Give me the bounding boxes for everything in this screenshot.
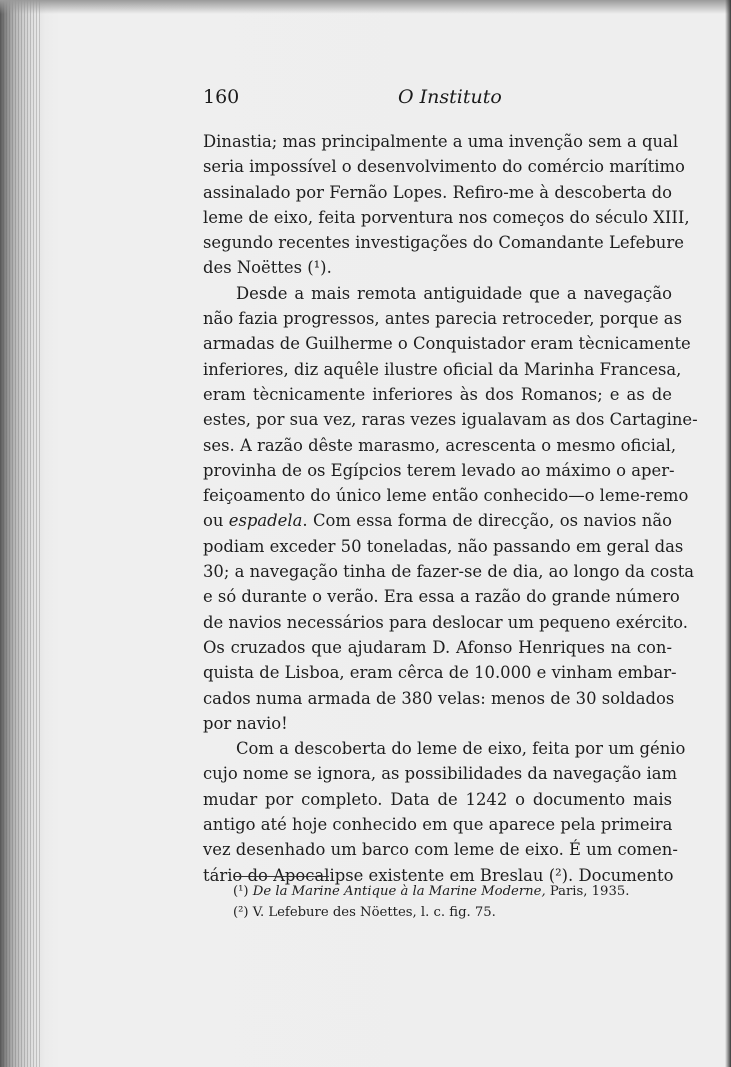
running-head xyxy=(203,86,672,114)
text-line: Os cruzados que ajudaram D. Afonso Henriques na con- xyxy=(203,637,672,657)
top-shadow xyxy=(0,0,731,14)
right-edge-shadow xyxy=(725,0,731,1067)
text-line: cujo nome se ignora, as possibilidades da navegação iam xyxy=(203,764,678,784)
text-line-with-italic xyxy=(203,508,672,533)
text-line: seria impossível o desenvolvimento do comércio marítimo xyxy=(203,157,685,177)
text-line: mudar por completo. Data de 1242 o documento mais xyxy=(203,789,672,809)
text-line: Com a descoberta do leme de eixo, feita por um génio xyxy=(236,739,686,759)
footnote-marker: (²) xyxy=(233,905,249,920)
text-line: de navios necessários para deslocar um pequeno exército. xyxy=(203,612,688,632)
footnote-1 xyxy=(233,881,663,902)
journal-title: O Instituto xyxy=(398,86,502,108)
text-line: não fazia progressos, antes parecia retroceder, porque as xyxy=(203,309,682,329)
text-line: por navio! xyxy=(203,713,288,733)
text-line: antigo até hoje conhecido em que aparece pela primeira xyxy=(203,815,673,835)
text-run: . Com essa forma de direcção, os navios não xyxy=(302,511,672,531)
text-line: podiam exceder 50 toneladas, não passando em geral das xyxy=(203,536,684,556)
text-line: Desde a mais remota antiguidade que a navegação xyxy=(236,283,672,303)
footnote-rule xyxy=(233,876,329,877)
text-line: quista de Lisboa, eram cêrca de 10.000 e vinham embar- xyxy=(203,663,677,683)
text-line: eram tècnicamente inferiores às dos Romanos; e as de xyxy=(203,384,672,404)
footnote-title: De la Marine Antique à la Marine Moderne, xyxy=(252,884,546,899)
text-line: e só durante o verão. Era essa a razão do grande número xyxy=(203,587,680,607)
footnote-text: V. Lefebure des Nöettes, l. c. fig. 75. xyxy=(248,905,496,920)
text-line: provinha de os Egípcios terem levado ao máximo o aper- xyxy=(203,460,675,480)
text-line: assinalado por Fernão Lopes. Refiro-me à descoberta do xyxy=(203,182,672,202)
body-text xyxy=(203,129,698,888)
footnote-2 xyxy=(233,902,663,923)
text-line: 30; a navegação tinha de fazer-se de dia, ao longo da costa xyxy=(203,562,695,582)
text-line: cados numa armada de 380 velas: menos de 30 soldados xyxy=(203,688,675,708)
text-line: feiçoamento do único leme então conhecido—o leme-remo xyxy=(203,486,689,506)
text-line: vez desenhado um barco com leme de eixo. É um comen- xyxy=(203,840,678,860)
text-line: armadas de Guilherme o Conquistador eram tècnicamente xyxy=(203,334,691,354)
footnotes xyxy=(233,881,663,923)
text-line: Dinastia; mas principalmente a uma invenção sem a qual xyxy=(203,132,679,151)
page-number: 160 xyxy=(203,86,240,108)
text-line: segundo recentes investigações do Comandante Lefebure xyxy=(203,233,684,253)
text-line: des Noëttes (¹). xyxy=(203,258,332,278)
italic-term: espadela xyxy=(228,511,303,531)
text-line: tário do Apocalipse existente em Breslau (²). Documento xyxy=(203,865,674,885)
text-run: ou xyxy=(203,511,229,531)
text-line: inferiores, diz aquêle ilustre oficial da Marinha Francesa, xyxy=(203,359,682,379)
page-stack-edge xyxy=(0,0,40,1067)
text-line: leme de eixo, feita porventura nos começos do século XIII, xyxy=(203,207,690,227)
footnote-marker: (¹) xyxy=(233,884,249,899)
text-line: ses. A razão dêste marasmo, acrescenta o mesmo oficial, xyxy=(203,435,677,455)
footnote-text: Paris, 1935. xyxy=(545,884,630,899)
text-line: estes, por sua vez, raras vezes igualavam as dos Cartagine- xyxy=(203,410,698,430)
